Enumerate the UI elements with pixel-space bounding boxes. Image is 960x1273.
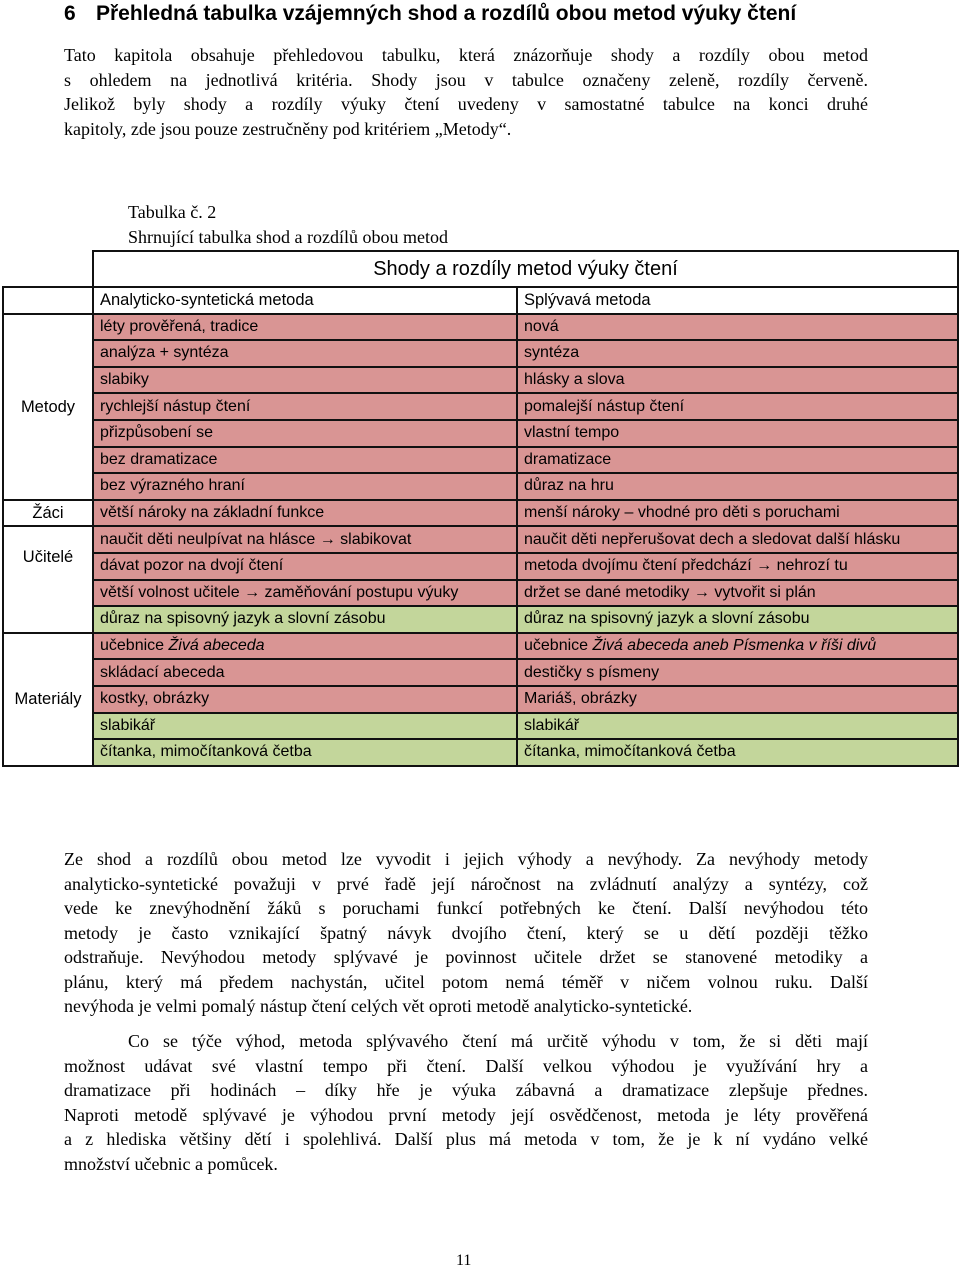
- cell-right: čítanka, mimočítanková četba: [517, 739, 958, 766]
- body-paragraph-1: [64, 847, 868, 1019]
- cell-right: dramatizace: [517, 447, 958, 474]
- cell-right: důraz na hru: [517, 473, 958, 500]
- chapter-heading: [64, 0, 796, 28]
- cell-left: [93, 633, 517, 660]
- cell-left: bez výrazného hraní: [93, 473, 517, 500]
- cell-left: důraz na spisovný jazyk a slovní zásobu: [93, 606, 517, 633]
- text-line: Tato kapitola obsahuje přehledovou tabulku, která znázorňuje shody a rozdíly obou metod: [64, 45, 868, 65]
- cell-right: Mariáš, obrázky: [517, 686, 958, 713]
- text-line: množství učebnic a pomůcek.: [64, 1153, 278, 1174]
- table-row: [3, 314, 958, 341]
- cell-text-italic: Živá abeceda: [168, 637, 265, 655]
- body-paragraph-2: [64, 1029, 868, 1176]
- cell-left: větší nároky na základní funkce: [93, 500, 517, 527]
- cell-left: skládací abeceda: [93, 659, 517, 686]
- text-line: Naproti metodě splývavé je výhodou první metody její osvědčenost, metoda je léty prověřená: [64, 1104, 868, 1125]
- table-row: [3, 367, 958, 394]
- cell-right: nová: [517, 314, 958, 341]
- cell-left: slabikář: [93, 713, 517, 740]
- table-row: [3, 713, 958, 740]
- text-line: kapitoly, zde jsou pouze zestručněny pod kritériem „Metody“.: [64, 118, 512, 139]
- text-line: odstraňuje. Nevýhodou metody splývavé je povinnost učitele držet se stanovené metodiky a: [64, 947, 868, 967]
- row-label-metody: Metody: [3, 314, 93, 500]
- text-line: plánu, který má předem nachystán, učitel potom nemá téměř v ničem volnou ruku. Další: [64, 971, 868, 992]
- cell-right: pomalejší nástup čtení: [517, 393, 958, 420]
- column-header-analytic: Analyticko-syntetická metoda: [93, 287, 517, 314]
- text-line: vede ke znevýhodnění žáků s poruchami funkcí potřebných ke čtení. Další nevýhodou této: [64, 898, 868, 918]
- table-row: [3, 606, 958, 633]
- cell-left: analýza + syntéza: [93, 340, 517, 367]
- text-line: Jelikož byly shody a rozdíly výuky čtení uvedeny v samostatné tabulce na konci druhé: [64, 94, 868, 114]
- chapter-title: Přehledná tabulka vzájemných shod a rozdílů obou metod výuky čtení: [96, 2, 797, 25]
- cell-left: kostky, obrázky: [93, 686, 517, 713]
- cell-left: větší volnost učitele → zaměňování postupu výuky: [93, 580, 517, 607]
- text-line: metody je často vznikající špatný návyk dvojího čtení, který se u dětí později těžko: [64, 922, 868, 943]
- table-row: [3, 447, 958, 474]
- cell-right: [517, 633, 958, 660]
- table-row: [3, 340, 958, 367]
- table-row: [3, 580, 958, 607]
- table-caption-label: Tabulka č. 2: [128, 202, 217, 222]
- cell-left: naučit děti neulpívat na hlásce → slabikovat: [93, 526, 517, 553]
- table-row: [3, 393, 958, 420]
- table-row: [3, 659, 958, 686]
- row-label-materialy: Materiály: [3, 633, 93, 766]
- intro-paragraph: [64, 43, 868, 141]
- table-row: [3, 553, 958, 580]
- table-row: [3, 686, 958, 713]
- cell-right: syntéza: [517, 340, 958, 367]
- cell-left: čítanka, mimočítanková četba: [93, 739, 517, 766]
- corner-cell: [3, 251, 93, 287]
- cell-right: držet se dané metodiky → vytvořit si plán: [517, 580, 958, 607]
- text-line: a z hlediska většiny dětí i spolehlivá. Další plus má metoda v tom, že je k ní vydáno velké: [64, 1129, 868, 1149]
- cell-right: slabikář: [517, 713, 958, 740]
- table-title: Shody a rozdíly metod výuky čtení: [93, 251, 958, 287]
- table-row: [3, 633, 958, 660]
- cell-right: destičky s písmeny: [517, 659, 958, 686]
- cell-right: naučit děti nepřerušovat dech a sledovat další hlásku: [517, 526, 958, 553]
- text-line: Ze shod a rozdílů obou metod lze vyvodit i jejich výhody a nevýhody. Za nevýhody metody: [64, 849, 868, 869]
- chapter-number: 6: [64, 2, 76, 25]
- summary-table: [2, 250, 959, 767]
- page-number: 11: [456, 1252, 472, 1269]
- cell-text: učebnice: [100, 637, 169, 655]
- table-row: [3, 500, 958, 527]
- text-line: analyticko-syntetické považuji v prvé řadě její náročnost na zvládnutí analýzy a syntézy, což: [64, 873, 868, 894]
- row-label-zaci: Žáci: [3, 500, 93, 527]
- cell-text: učebnice: [524, 637, 593, 655]
- cell-right: vlastní tempo: [517, 420, 958, 447]
- table-row: [3, 420, 958, 447]
- text-line: s ohledem na jednotlivá kritéria. Shody jsou v tabulce označeny zeleně, rozdíly červeně.: [64, 69, 868, 90]
- table-caption-title: Shrnující tabulka shod a rozdílů obou metod: [128, 227, 448, 247]
- table-row: [3, 739, 958, 766]
- text-line: možnost udávat své vlastní tempo při čtení. Další velkou výhodou je využívání hry a: [64, 1055, 868, 1076]
- table-row: [3, 526, 958, 553]
- cell-left: slabiky: [93, 367, 517, 394]
- corner-cell: [3, 287, 93, 314]
- cell-left: rychlejší nástup čtení: [93, 393, 517, 420]
- cell-right: menší nároky – vhodné pro děti s poruchami: [517, 500, 958, 527]
- row-label-ucitele: Učitelé: [3, 526, 93, 632]
- text-line: dramatizace při hodinách – díky hře je výuka zábavná a dramatizace zlepšuje přednes.: [64, 1080, 868, 1100]
- cell-left: přizpůsobení se: [93, 420, 517, 447]
- text-line: nevýhoda je velmi pomalý nástup čtení celých vět oproti metodě analyticko-syntetické.: [64, 996, 693, 1016]
- cell-right: metoda dvojímu čtení předchází → nehrozí tu: [517, 553, 958, 580]
- column-header-fluent: Splývavá metoda: [517, 287, 958, 314]
- cell-left: dávat pozor na dvojí čtení: [93, 553, 517, 580]
- table-row: [3, 473, 958, 500]
- cell-right: důraz na spisovný jazyk a slovní zásobu: [517, 606, 958, 633]
- cell-left: bez dramatizace: [93, 447, 517, 474]
- cell-text-italic: Živá abeceda aneb Písmenka v říši divů: [592, 637, 877, 655]
- cell-right: hlásky a slova: [517, 367, 958, 394]
- cell-left: léty prověřená, tradice: [93, 314, 517, 341]
- text-line: Co se týče výhod, metoda splývavého čtení má určitě výhodu v tom, že si děti mají: [128, 1031, 868, 1051]
